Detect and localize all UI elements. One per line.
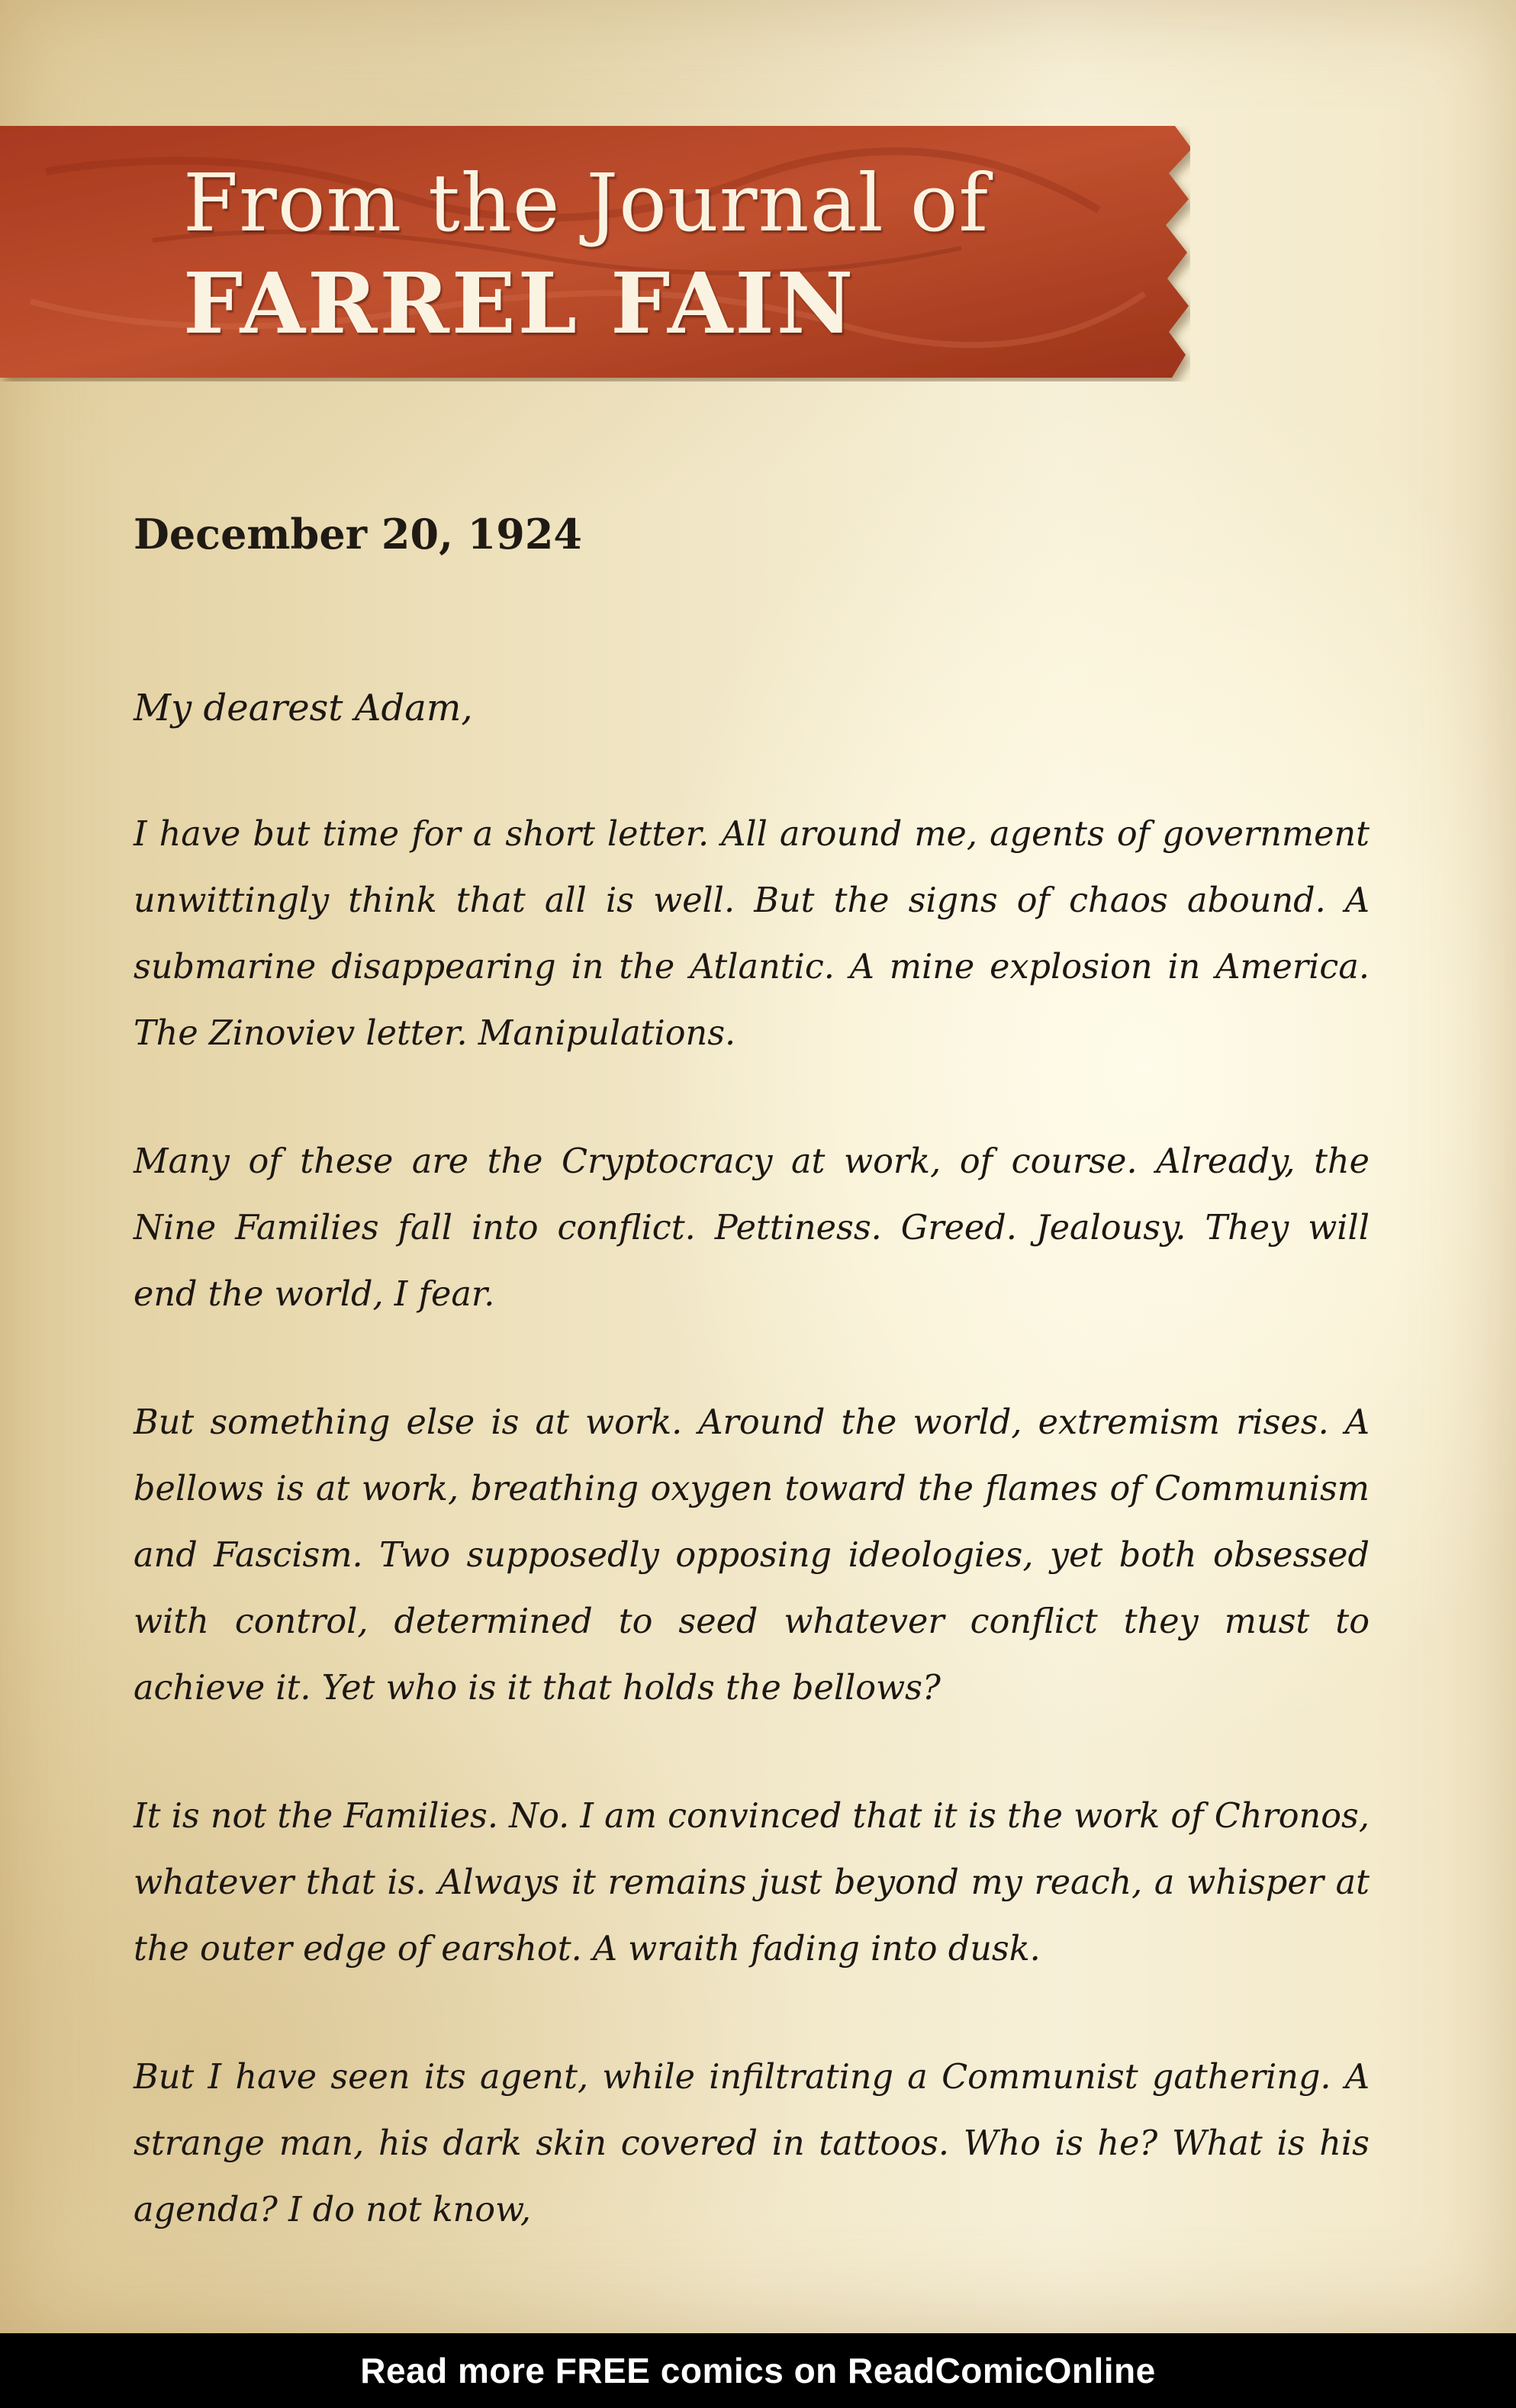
journal-date: December 20, 1924 xyxy=(134,510,582,559)
title-banner xyxy=(0,126,1190,381)
letter-greeting: My dearest Adam, xyxy=(134,687,473,729)
letter-paragraph: It is not the Families. No. I am convinced that it is the work of Chronos, whatever that is. Always it remains just beyond my reach, a whisper at the outer edge of earshot. A wraith fading into dusk. xyxy=(134,1797,1370,1969)
footer-link-text[interactable]: Read more FREE comics on ReadComicOnline xyxy=(360,2351,1156,2390)
footer-bar[interactable] xyxy=(0,2333,1516,2408)
banner-title-line2: FARREL FAIN xyxy=(183,254,856,353)
letter-body xyxy=(134,675,1370,2243)
letter-paragraph: But something else is at work. Around the world, extremism rises. A bellows is at work, breathing oxygen toward the flames of Communism and Fascism. Two supposedly opposing ideologies, yet both obsessed with control, determined to seed whatever conflict they must to achieve it. Yet who is it that holds the bellows? xyxy=(134,1403,1370,1708)
banner-title-line1: From the Journal of xyxy=(183,156,989,249)
letter-paragraph: But I have seen its agent, while infiltrating a Communist gathering. A strange man, his dark skin covered in tattoos. Who is he? What is his agenda? I do not know, xyxy=(134,2058,1370,2229)
letter-paragraph: I have but time for a short letter. All around me, agents of government unwittingly think that all is well. But the signs of chaos abound. A submarine disappearing in the Atlantic. A mine explosion in America. The Zinoviev letter. Manipulations. xyxy=(134,815,1370,1053)
letter-paragraph: Many of these are the Cryptocracy at work, of course. Already, the Nine Families fall into conflict. Pettiness. Greed. Jealousy. They will end the world, I fear. xyxy=(134,1142,1370,1314)
